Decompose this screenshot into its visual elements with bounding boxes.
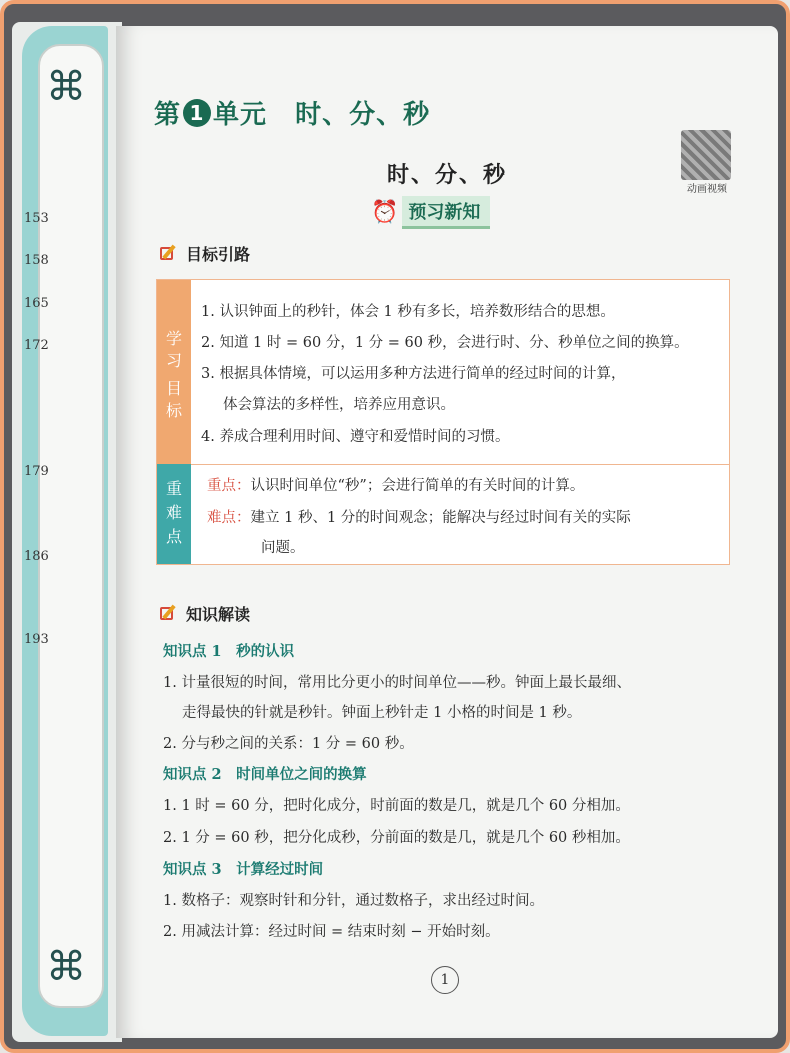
- tab-char: 点: [165, 527, 182, 546]
- goal-line: 体会算法的多样性，培养应用意识。: [223, 397, 455, 413]
- goals-box: [156, 279, 730, 565]
- margin-page-number: 172: [24, 338, 49, 353]
- preview-banner: [371, 198, 490, 226]
- unit-number: 1: [183, 99, 211, 127]
- knowledge-point-2-title: 知识点 2 时间单位之间的换算: [163, 766, 367, 783]
- page-title: 时、分、秒: [386, 163, 507, 188]
- tab-char: 习: [165, 351, 182, 370]
- banner-label: 预习新知: [402, 196, 490, 229]
- unit-suffix: 单元: [213, 100, 268, 130]
- kp1-line: 2. 分与秒之间的关系：1 分 = 60 秒。: [163, 736, 414, 752]
- margin-page-number: 186: [24, 549, 49, 564]
- qr-label: 动画视频: [687, 184, 727, 195]
- tab-char: 目: [165, 379, 182, 398]
- kp3-line: 1. 数格子：观察时针和分针，通过数格子，求出经过时间。: [163, 893, 544, 909]
- margin-page-number: 158: [24, 253, 49, 268]
- key-label: 重点：: [207, 478, 251, 494]
- pencil-icon: [160, 245, 178, 263]
- goal-line: 1. 认识钟面上的秒针，体会 1 秒有多长，培养数形结合的思想。: [201, 304, 615, 320]
- kp1-line: 1. 计量很短的时间，常用比分更小的时间单位——秒。钟面上最长最细、: [163, 675, 631, 691]
- margin-page-number: 153: [24, 211, 49, 226]
- kp3-line: 2. 用减法计算：经过时间 = 结束时刻 − 开始时刻。: [163, 924, 500, 940]
- tab-char: 难: [165, 503, 182, 522]
- learning-goals-tab: [157, 280, 191, 464]
- textbook-page: [116, 26, 778, 1038]
- knowledge-point-3-title: 知识点 3 计算经过时间: [163, 861, 324, 878]
- margin-page-number: 165: [24, 296, 49, 311]
- goals-heading: [160, 242, 250, 265]
- decorative-knot-icon: ⌘: [46, 64, 86, 110]
- key-points-tab: [157, 464, 191, 564]
- kp1-line: 走得最快的针就是秒针。钟面上秒针走 1 小格的时间是 1 秒。: [182, 705, 582, 721]
- hard-point-line: [207, 506, 631, 527]
- key-text: 认识时间单位“秒”；会进行简单的有关时间的计算。: [250, 478, 585, 494]
- kp2-line: 1. 1 时 = 60 分，把时化成分，时前面的数是几，就是几个 60 分相加。: [163, 798, 630, 814]
- page-number: 1: [431, 966, 459, 994]
- goal-line: 3. 根据具体情境，可以运用多种方法进行简单的经过时间的计算，: [201, 366, 626, 382]
- goals-heading-text: 目标引路: [186, 245, 251, 264]
- unit-heading: [154, 94, 430, 131]
- pencil-icon: [160, 605, 178, 623]
- knowledge-point-1-title: 知识点 1 秒的认识: [163, 643, 295, 660]
- goal-line: 2. 知道 1 时 = 60 分，1 分 = 60 秒，会进行时、分、秒单位之间的换算。: [201, 335, 689, 351]
- margin-page-number: 179: [24, 464, 49, 479]
- tab-char: 重: [165, 479, 182, 498]
- box-divider: [191, 464, 729, 465]
- goal-line: 4. 养成合理利用时间、遵守和爱惜时间的习惯。: [201, 429, 510, 445]
- tab-char: 学: [165, 329, 182, 348]
- knowledge-heading: [160, 602, 250, 625]
- unit-prefix: 第: [154, 100, 182, 130]
- unit-title: 时、分、秒: [295, 100, 431, 130]
- decorative-knot-icon: ⌘: [46, 944, 86, 990]
- knowledge-heading-text: 知识解读: [186, 605, 251, 624]
- kp2-line: 2. 1 分 = 60 秒，把分化成秒，分前面的数是几，就是几个 60 秒相加。: [163, 830, 630, 846]
- hard-point-line-2: 问题。: [261, 540, 305, 556]
- tab-char: 标: [165, 401, 182, 420]
- key-point-line: [207, 474, 584, 495]
- hard-label: 难点：: [207, 510, 251, 526]
- margin-page-number: 193: [24, 632, 49, 647]
- alarm-clock-icon: ⏰: [371, 199, 399, 225]
- hard-text: 建立 1 秒、1 分的时间观念；能解决与经过时间有关的实际: [250, 510, 631, 526]
- cover-panel: [38, 44, 104, 1008]
